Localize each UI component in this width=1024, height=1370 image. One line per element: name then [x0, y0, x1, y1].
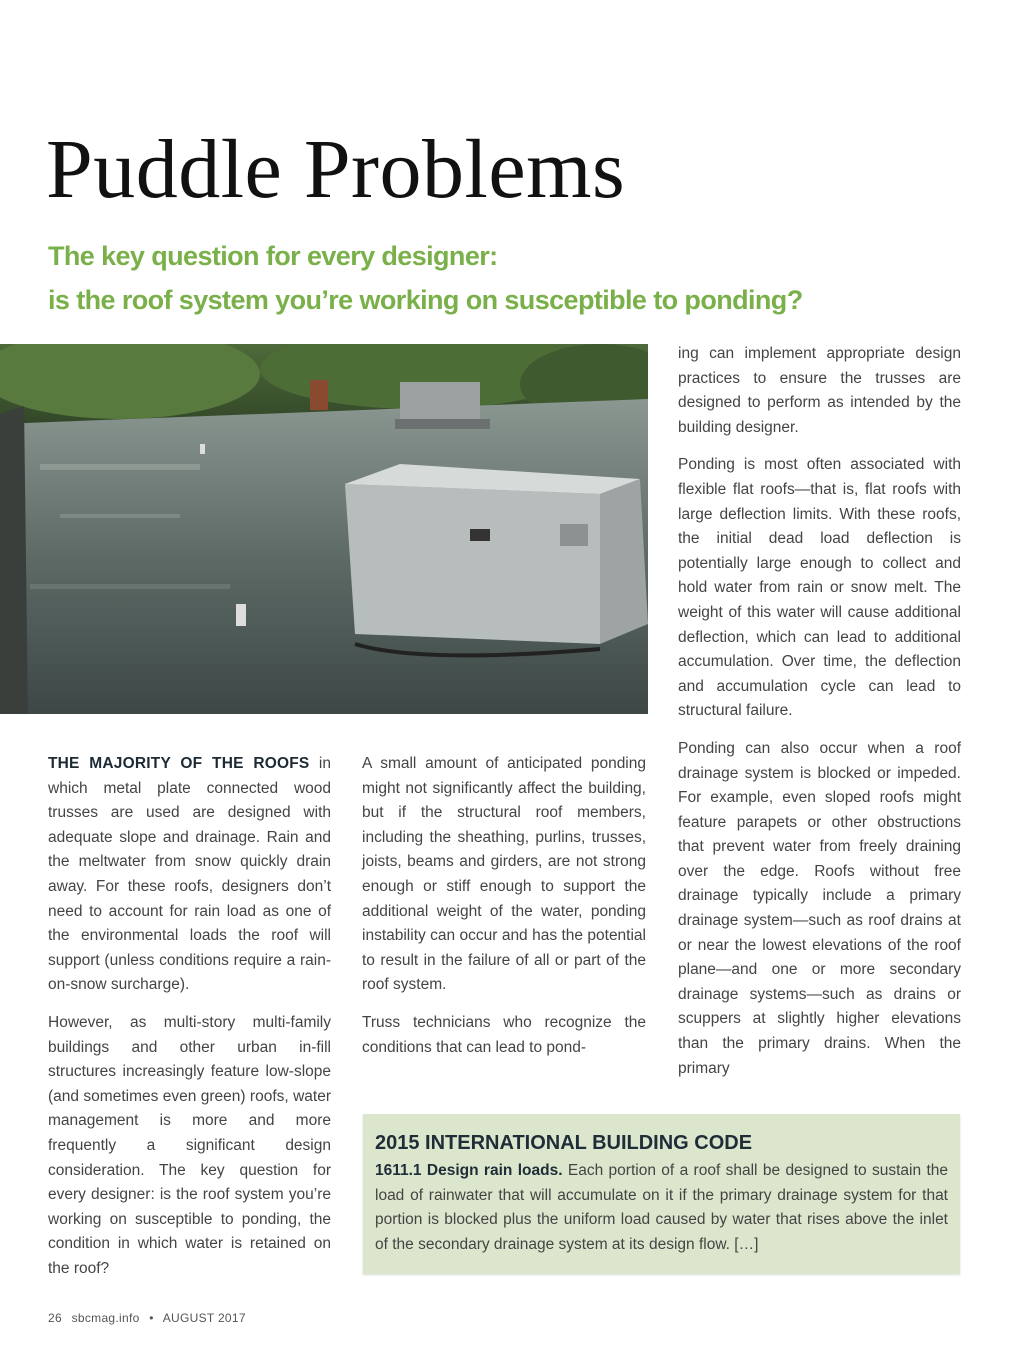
- column-1: [48, 752, 331, 1294]
- col3-paragraph-2: Ponding is most often associated with flexible flat roofs—that is, flat roofs with large deflection limits. With these roofs, the initial dead load deflection is potentially large enough to collect and hold water from rain or snow melt. The weight of this water will cause additional deflection, which can lead to additional accumulation. Over time, the deflection and accumulation cycle can lead to structural failure.: [678, 456, 961, 720]
- article-title: Puddle Problems: [46, 123, 626, 216]
- col3-paragraph-1: ing can implement appropriate design practices to ensure the trusses are designed to perform as intended by the building designer.: [678, 345, 961, 436]
- lead-in: THE MAJORITY OF THE ROOFS: [48, 755, 310, 772]
- page-footer: [48, 1311, 252, 1325]
- page-number: 26: [48, 1311, 62, 1325]
- col2-paragraph-1: A small amount of anticipated ponding might not significantly affect the building, but if the structural roof members, including the sheathing, purlins, trusses, joists, beams and girders, are not strong enough or stiff enough to support the additional weight of the water, ponding instability can occur and has the potential to result in the failure of all or part of the roof system.: [362, 755, 646, 994]
- flooded-roof-photo: [0, 344, 648, 714]
- subtitle-line-1: The key question for every designer:: [48, 241, 498, 271]
- col1-paragraph-2: However, as multi-story multi-family buildings and other urban in-fill structures increasingly feature low-slope (and sometimes even green) roofs, water management is more and more frequently a significant design consideration. The key question for every designer: is the roof system you’re working on susceptible to ponding, the condition in which water is retained on the roof?: [48, 1013, 331, 1277]
- footer-site: sbcmag.info: [71, 1311, 140, 1325]
- col2-paragraph-2: Truss technicians who recognize the conditions that can lead to pond-: [362, 1013, 646, 1056]
- subtitle-line-2: is the roof system you’re working on susceptible to ponding?: [48, 285, 803, 315]
- col3-paragraph-3: Ponding can also occur when a roof drainage system is blocked or impeded. For example, even sloped roofs might feature parapets or other obstructions that prevent water from freely draining over the edge. Roofs without free drainage typically include a primary drainage system—such as roof drains at or near the lowest elevations of the roof plane—and one or more secondary drainage systems—such as drains or scuppers at slightly higher elevations than the primary drains. When the primary: [678, 739, 961, 1077]
- code-section-text: Each portion of a roof shall be designed to sustain the load of rainwater that will accumulate on it if the primary drainage system for that portion is blocked plus the uniform load caused by water that rises above the inlet of the secondary drainage system at its design flow. […]: [375, 1162, 948, 1253]
- column-2: [362, 752, 646, 1073]
- code-section-label: 1611.1 Design rain loads.: [375, 1162, 563, 1179]
- code-callout-body: [375, 1159, 948, 1257]
- code-callout-box: [363, 1114, 960, 1274]
- col1-paragraph-1-text: in which metal plate connected wood trusses are used are designed with adequate slope and drainage. Rain and the meltwater from snow quickly drain away. For these roofs, designers don’t need to account for rain load as one of the environmental loads the roof will support (unless conditions require a rain-on-snow surcharge).: [48, 755, 331, 994]
- col1-paragraph-1: [48, 752, 331, 998]
- code-callout-heading: 2015 INTERNATIONAL BUILDING CODE: [375, 1132, 753, 1154]
- column-3: [678, 342, 961, 1094]
- article-subtitle: [48, 234, 803, 322]
- footer-issue: AUGUST 2017: [162, 1311, 246, 1325]
- footer-bullet: •: [149, 1311, 154, 1325]
